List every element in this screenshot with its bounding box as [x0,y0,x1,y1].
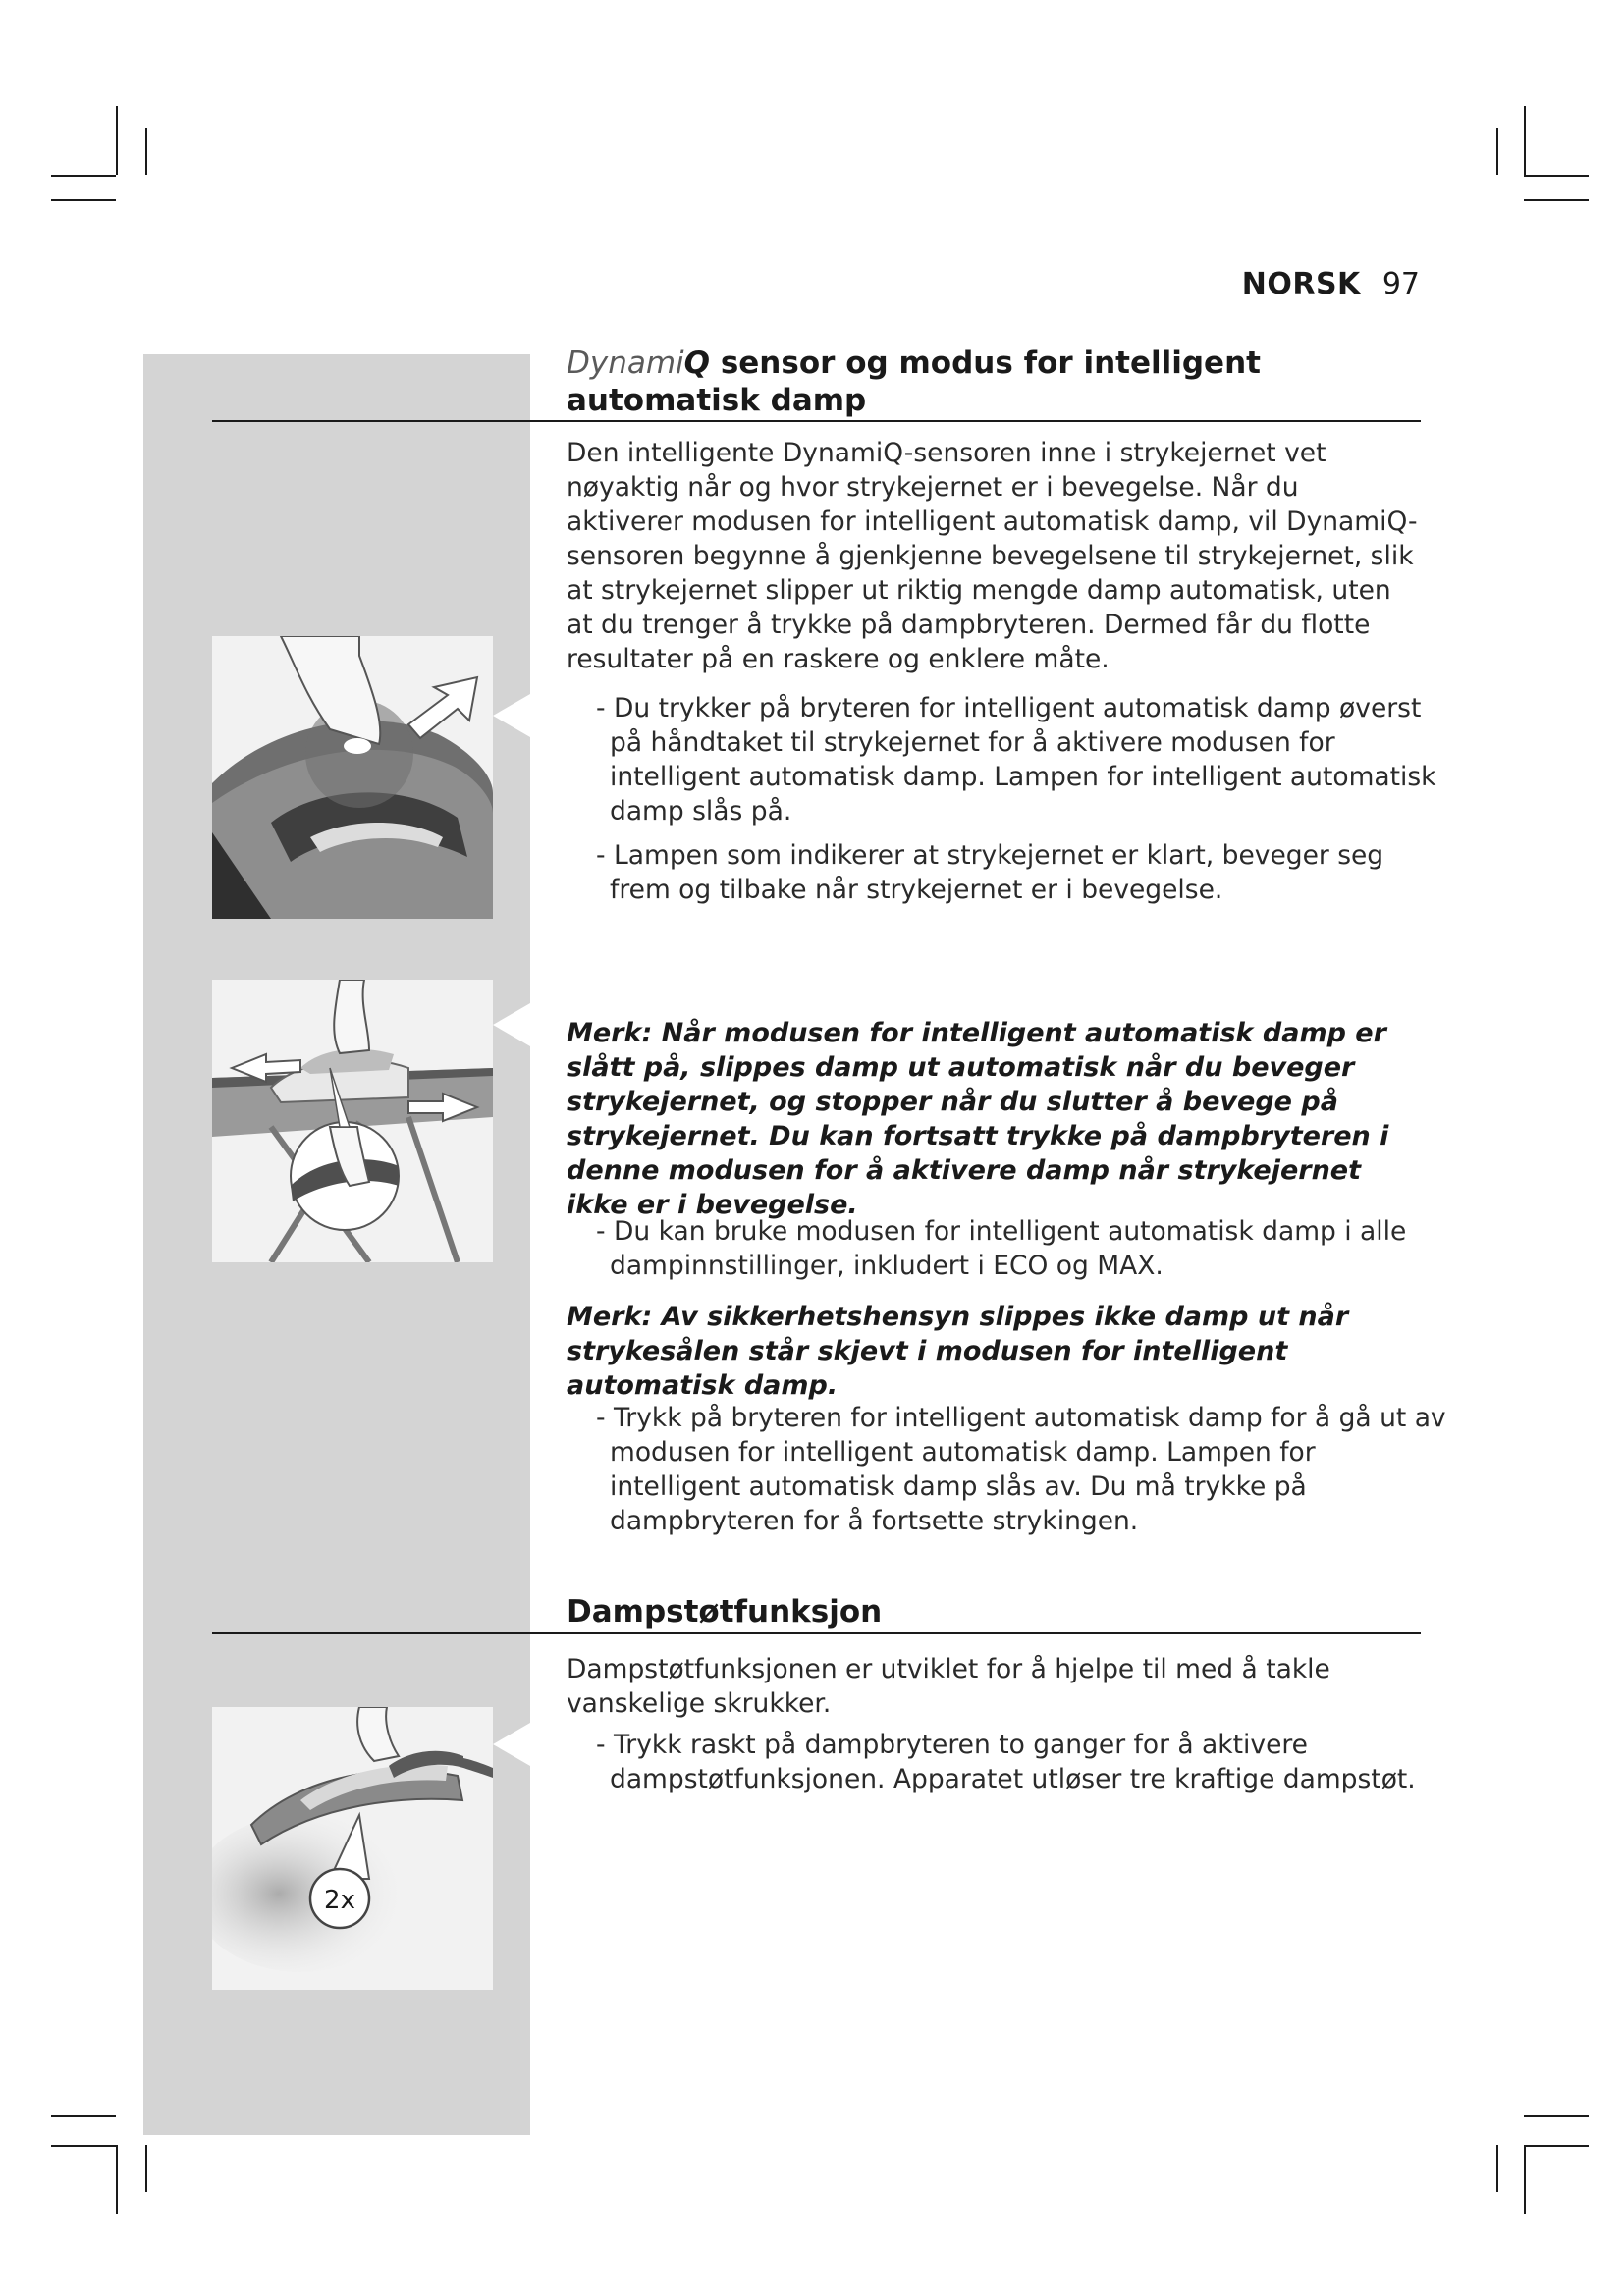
section1-bullet-3: - Du kan bruke modusen for intelligent automatisk damp i alle dampinnstillinger, inkludert i ECO og MAX. [584,1214,1446,1283]
illustration-hand-pressing-button [212,636,493,919]
section1-bullet-1: - Du trykker på bryteren for intelligent automatisk damp øverst på håndtaket til strykejernet for å aktivere modusen for intelligent automatisk damp. Lampen for intelligent automatisk damp slås på. [584,691,1446,828]
language-label: NORSK [1241,267,1361,301]
figure-2-pointer [493,1003,530,1046]
section-title-dampstot: Dampstøtfunksjon [567,1594,883,1629]
section1-note-1: Merk: Når modusen for intelligent automatisk damp er slått på, slippes damp ut automatisk når du beveger strykejernet, og stopper når du slutter å bevege på strykejernet. Du kan fortsatt trykke på dampbryteren i denne modusen for å aktivere damp når strykejernet ikke er i bevegelse. [567,1018,1389,1220]
section1-bullet-2: - Lampen som indikerer at strykejernet er klart, beveger seg frem og tilbake når strykejernet er i bevegelse. [584,838,1446,907]
section-divider-1 [212,420,1421,422]
section2-intro: Dampstøtfunksjonen er utviklet for å hjelpe til med å takle vanskelige skrukker. [567,1654,1330,1719]
section1-note-2: Merk: Av sikkerhetshensyn slippes ikke damp ut når strykesålen står skjevt i modusen for intelligent automatisk damp. [567,1302,1349,1401]
section-title-dynamiq: DynamiQ sensor og modus for intelligent automatisk damp [567,346,1261,418]
brand-logo-dynamiq: DynamiQ [567,346,711,381]
figure-1-pointer [493,694,530,737]
page-number: 97 [1381,267,1420,301]
page-header [1242,267,1420,301]
figure-3-pointer [493,1723,530,1766]
figure-iron-handle-button [212,636,493,919]
section-divider-2 [212,1632,1421,1634]
section1-intro: Den intelligente DynamiQ-sensoren inne i strykejernet vet nøyaktig når og hvor strykejernet er i bevegelse. Når du aktiverer modusen for intelligent automatisk damp, vil DynamiQ-sensoren begynne å gjenkjenne bevegelsene til strykejernet, slik at strykejernet slipper ut riktig mengde damp automatisk, uten at du trenger å trykke på dampbryteren. Dermed får du flotte resultater på en raskere og enklere måte. [567,438,1418,674]
figure-iron-motion [212,980,493,1262]
illustration-iron-steam-burst [212,1707,493,1990]
section1-bullet-4: - Trykk på bryteren for intelligent automatisk damp for å gå ut av modusen for intelligent automatisk damp. Lampen for intelligent automatisk damp slås av. Du må trykke på dampbryteren for å fortsette strykingen. [584,1401,1446,1538]
figure-steam-burst [212,1707,493,1990]
section2-bullet-1: - Trykk raskt på dampbryteren to ganger for å aktivere dampstøtfunksjonen. Apparatet utløser tre kraftige dampstøt. [584,1728,1446,1796]
press-count-label: 2x [324,1886,355,1915]
illustration-iron-moving-on-board [212,980,493,1262]
